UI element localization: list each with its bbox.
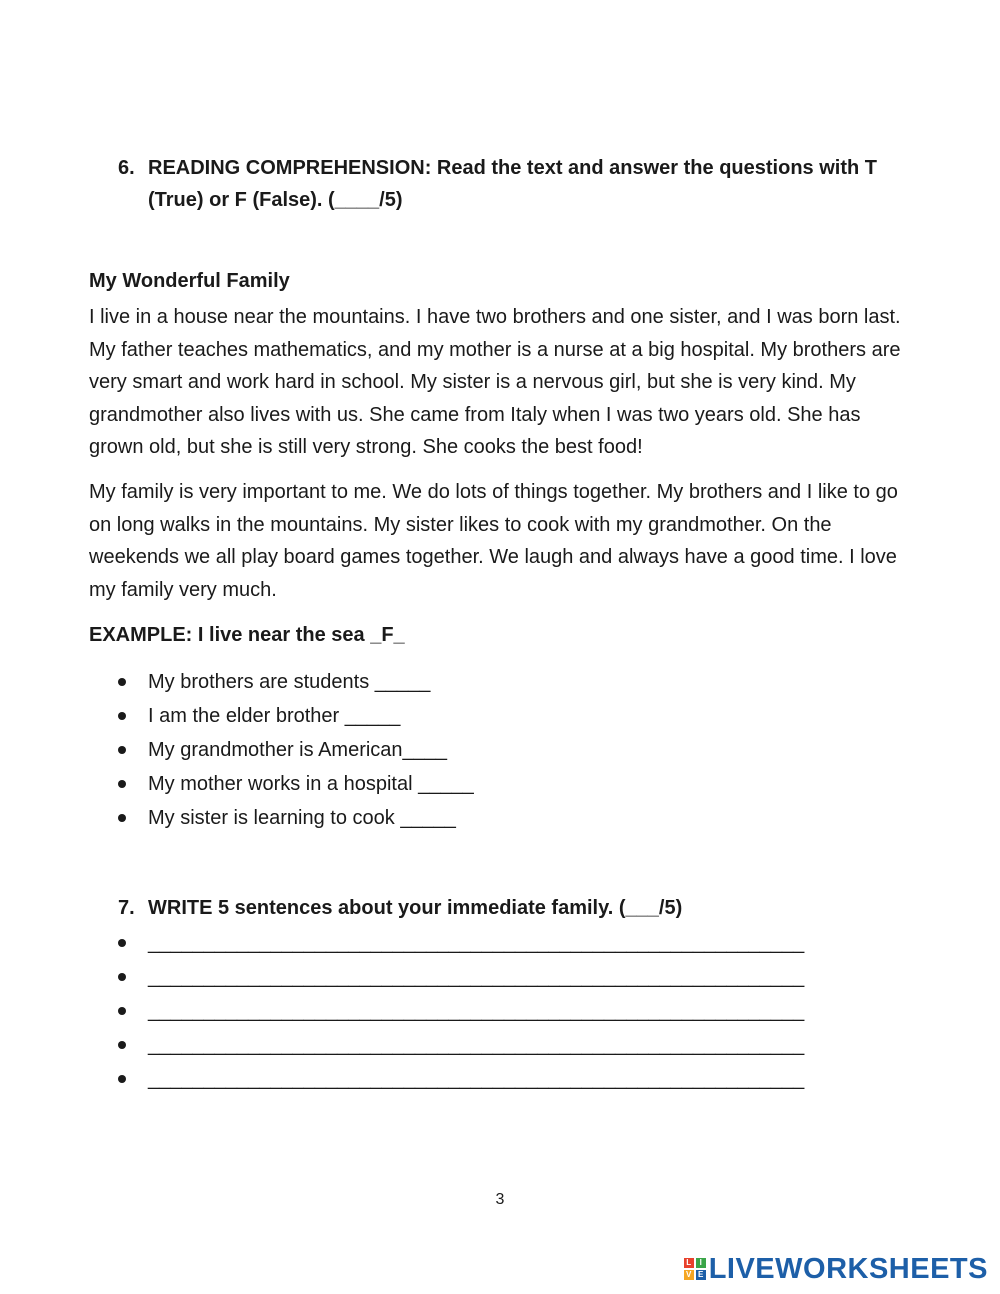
bullet-icon <box>118 780 126 788</box>
bullet-icon <box>118 1007 126 1015</box>
example-line: EXAMPLE: I live near the sea _F_ <box>89 624 405 646</box>
story-paragraph-1: I live in a house near the mountains. I have two brothers and one sister, and I was born last. My father teaches mathematics, and my mother is a nurse at a big hospital. My brothers are very smart and work hard in school. My sister is a nervous girl, but she is very kind. My grandmother also lives with us. She came from Italy when I was two years old. She has grown old, but she is still very strong. She cooks the best food! <box>89 306 901 458</box>
logo-mark-letter: E <box>696 1270 706 1280</box>
question-6-text: READING COMPREHENSION: Read the text and answer the questions with T (True) or F (False). (____/5) <box>148 157 877 211</box>
logo-text: LIVEWORKSHEETS <box>708 1252 988 1285</box>
statement-item[interactable] <box>118 801 918 835</box>
writing-line[interactable] <box>118 960 918 994</box>
statement-text: My grandmother is American____ <box>148 739 448 761</box>
question-6-heading <box>118 152 918 216</box>
bullet-icon <box>118 678 126 686</box>
bullet-icon <box>118 712 126 720</box>
writing-line-blank: ___________________________________________________________ <box>148 1068 805 1090</box>
statement-item[interactable] <box>118 733 918 767</box>
bullet-icon <box>118 746 126 754</box>
writing-line-blank: ___________________________________________________________ <box>148 966 805 988</box>
statement-list <box>118 665 918 835</box>
story-paragraph-2: My family is very important to me. We do lots of things together. My brothers and I like to go on long walks in the mountains. My sister likes to cook with my grandmother. On the weekends we all play board games together. We laugh and always have a good time. I love my family very much. <box>89 481 898 601</box>
page-number: 3 <box>495 1191 505 1208</box>
question-7-number: 7. <box>118 897 135 919</box>
statement-item[interactable] <box>118 665 918 699</box>
logo-mark-letter: L <box>684 1258 694 1268</box>
writing-line[interactable] <box>118 994 918 1028</box>
statement-text: My sister is learning to cook _____ <box>148 807 456 829</box>
writing-line-blank: ___________________________________________________________ <box>148 1000 805 1022</box>
writing-line[interactable] <box>118 1028 918 1062</box>
writing-line[interactable] <box>118 1062 918 1096</box>
logo-mark-icon <box>684 1258 706 1280</box>
bullet-icon <box>118 814 126 822</box>
bullet-icon <box>118 939 126 947</box>
writing-line-blank: ___________________________________________________________ <box>148 932 805 954</box>
logo-mark-letter: I <box>696 1258 706 1268</box>
writing-line[interactable] <box>118 926 918 960</box>
writing-line-blank: ___________________________________________________________ <box>148 1034 805 1056</box>
question-7-text: WRITE 5 sentences about your immediate family. (___/5) <box>148 897 683 919</box>
story-title: My Wonderful Family <box>89 270 290 292</box>
bullet-icon <box>118 973 126 981</box>
bullet-icon <box>118 1041 126 1049</box>
statement-text: My mother works in a hospital _____ <box>148 773 474 795</box>
statement-item[interactable] <box>118 767 918 801</box>
question-6-number: 6. <box>118 157 135 179</box>
logo-mark-letter: V <box>684 1270 694 1280</box>
bullet-icon <box>118 1075 126 1083</box>
question-7-heading <box>118 892 918 924</box>
liveworksheets-logo[interactable] <box>684 1252 988 1286</box>
statement-text: I am the elder brother _____ <box>148 705 401 727</box>
statement-item[interactable] <box>118 699 918 733</box>
statement-text: My brothers are students _____ <box>148 671 431 693</box>
writing-lines-list <box>118 926 918 1096</box>
